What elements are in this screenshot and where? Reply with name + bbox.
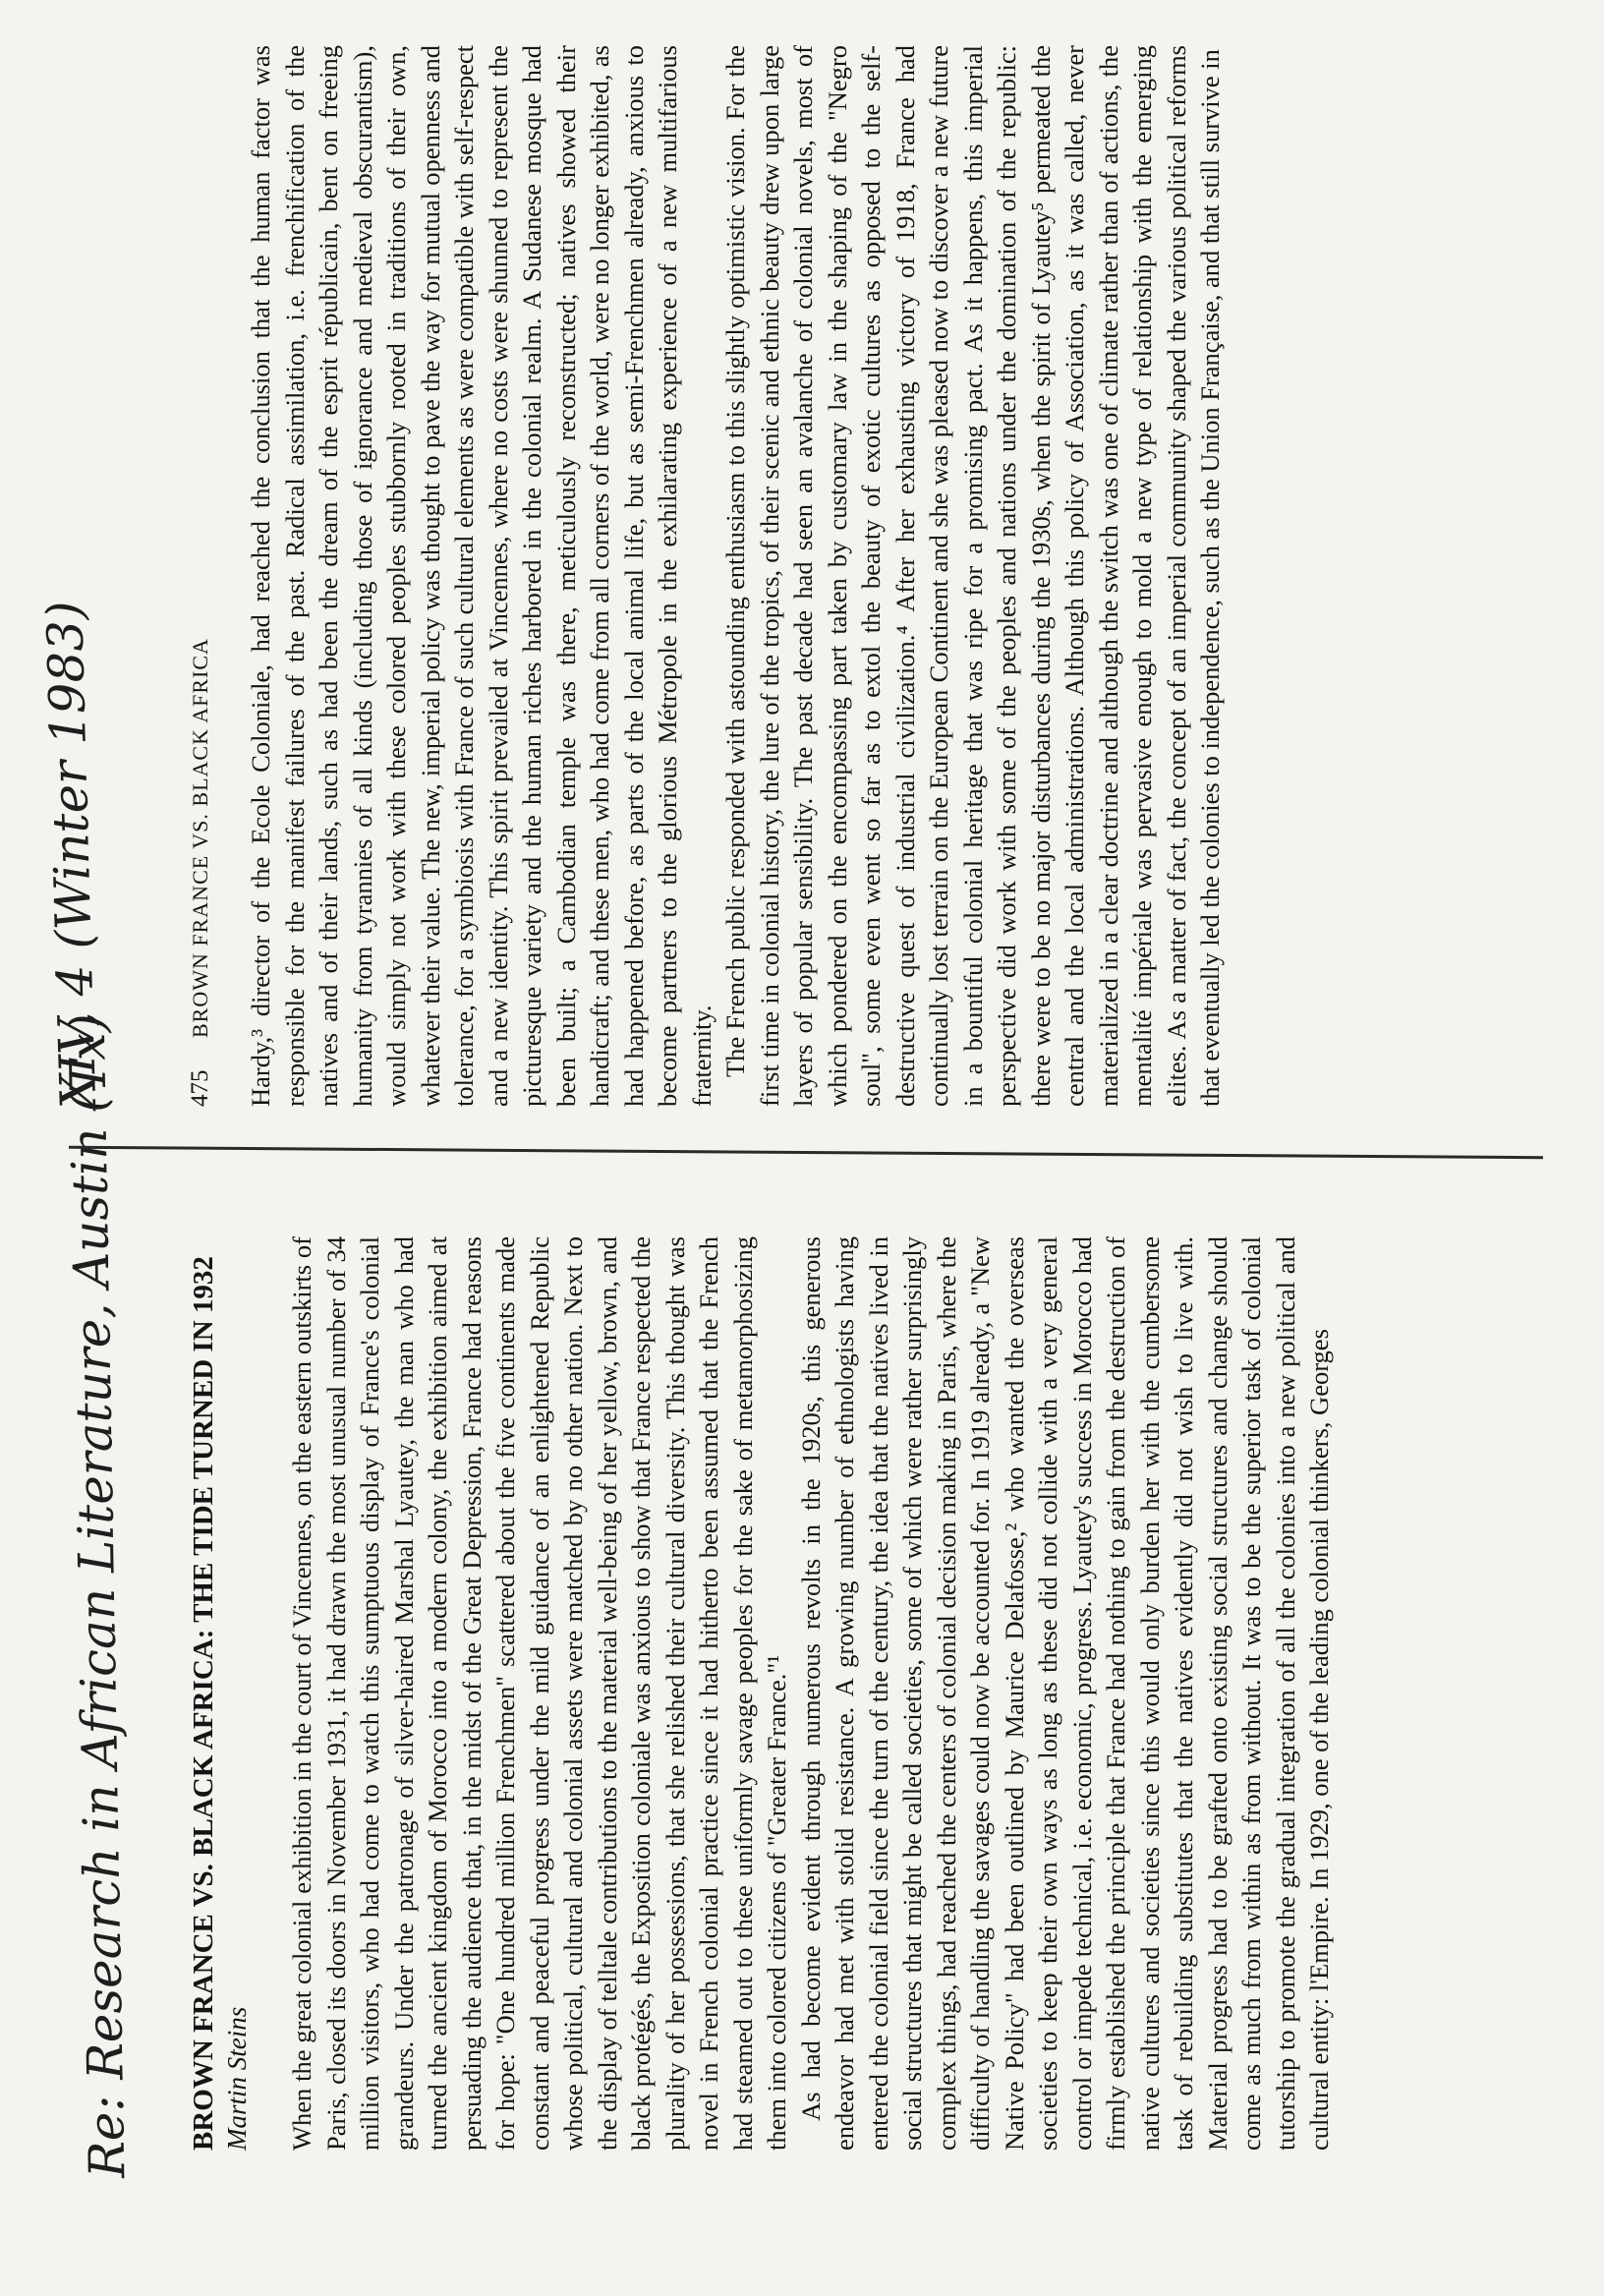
- article-author: Martin Steins: [222, 2006, 252, 2151]
- running-header: [187, 45, 214, 1107]
- running-head-title: BROWN FRANCE VS. BLACK AFRICA: [188, 638, 212, 1038]
- body-paragraph: When the great colonial exhibition in the court of Vincennes, on the eastern outskirts of Paris, closed its doors in November 1931, it had drawn the most unusual number of 34 million visitors, who had come to watch this sumptuous display of France's colonial grandeurs. Under the patronage of silver-haired Marshal Lyautey, the man who had turned the ancient kingdom of Morocco into a modern colony, the exhibition aimed at persuading the audience that, in the midst of the Great Depression, France had reasons for hope: "One hundred million Frenchmen" scattered about the five continents made constant and peaceful progress under the mild guidance of an enlightened Republic whose political, cultural and colonial assets were matched by no other nation. Next to the display of telltale contributions to the material well-being of her yellow, brown, and black protégés, the Exposition coloniale was anxious to show that France respected the plurality of her possessions, that she relished their cultural diversity. This thought was novel in French colonial practice since it had hitherto been assumed that the French had steamed out to these uniformly savage peoples for the sake of metamorphosizing them into colored citizens of "Greater France."¹: [287, 1236, 791, 2151]
- article-title: BROWN FRANCE VS. BLACK AFRICA: THE TIDE TURNED IN 1932: [188, 1256, 219, 2151]
- body-paragraph: As had become evident through numerous revolts in the 1920s, this generous endeavor had met with stolid resistance. A growing number of ethnologists having entered the colonial field since the turn of the century, the idea that the natives lived in social structures that might be called societies, some of which were rather surprisingly complex things, had reached the centers of colonial decision making in Paris, where the difficulty of handling the savages could now be accounted for. In 1919 already, a "New Native Policy" had been outlined by Maurice Delafosse,² who wanted the overseas societies to keep their own ways as long as these did not collide with a very general control or impede technical, i.e. economic, progress. Lyautey's success in Morocco had firmly established the principle that France had nothing to gain from the destruction of native cultures and societies since this would only burden her with the cumbersome task of rebuilding substitutes that the natives evidently did not wish to live with. Material progress had to be grafted onto existing social structures and change should come as much from within as from without. It was to be the superior task of colonial tutorship to promote the gradual integration of all the colonies into a new political and cultural entity: l'Empire. In 1929, one of the leading colonial thinkers, Georges: [795, 1236, 1334, 2151]
- body-paragraph: Hardy,³ director of the Ecole Coloniale, had reached the conclusion that the human factor was responsible for the manifest failures of the past. Radical assimilation, i.e. frenchification of the natives and of their lands, such as had been the dream of the esprit républicain, bent on freeing humanity from tyrannies of all kinds (including those of ignorance and medieval obscurantism), would simply not work with these colored peoples stubbornly rooted in traditions of their own, whatever their value. The new, imperial policy was thought to pave the way for mutual openness and tolerance, for a symbiosis with France of such cultural elements as were compatible with self-respect and a new identity. This spirit prevailed at Vincennes, where no costs were shunned to represent the picturesque variety and the human riches harbored in the colonial realm. A Sudanese mosque had been built; a Cambodian temple was there, meticulously reconstructed; natives showed their handicraft; and these men, who had come from all corners of the world, were no longer exhibited, as had happened before, as parts of the local animal life, but as semi-Frenchmen already, anxious to become partners to the glorious Métropole in the exhilarating experience of a new multifarious fraternity.: [246, 45, 716, 1107]
- handwritten-citation-note: Re: Research in African Literature, Austin (Tx): [58, 1012, 137, 2179]
- left-text-column: [187, 1236, 1337, 2151]
- page-number: 475: [187, 1069, 213, 1107]
- right-text-column: [187, 45, 1228, 1107]
- body-paragraph: The French public responded with astounding enthusiasm to this slightly optimistic vision. For the first time in colonial history, the lure of the tropics, of their scenic and ethnic beauty drew upon large layers of popular sensibility. The past decade had seen an avalanche of colonial novels, most of which pondered on the encompassing part taken by customary law in the shaping of the "Negro soul", some even went so far as to extol the beauty of exotic cultures as opposed to the self-destructive quest of industrial civilization.⁴ After her exhausting victory of 1918, France had continually lost terrain on the European Continent and she was pleased now to discover a new future in a bountiful colonial heritage that was ripe for a promising pact. As it happens, this imperial perspective did work with some of the peoples and nations under the domination of the republic: there were to be no major disturbances during the 1930s, when the spirit of Lyautey⁵ permeated the central and the local administrations. Although this policy of Association, as it was called, never materialized in a clear doctrine and although the switch was one of climate rather than of actions, the mentalité impériale was pervasive enough to mold a new type of relationship with the emerging elites. As a matter of fact, the concept of an imperial community shaped the various political reforms that eventually led the colonies to independence, such as the Union Française, and that still survive in: [720, 45, 1225, 1107]
- handwritten-issue-note: XIV, 4 (Winter 1983): [35, 600, 108, 1110]
